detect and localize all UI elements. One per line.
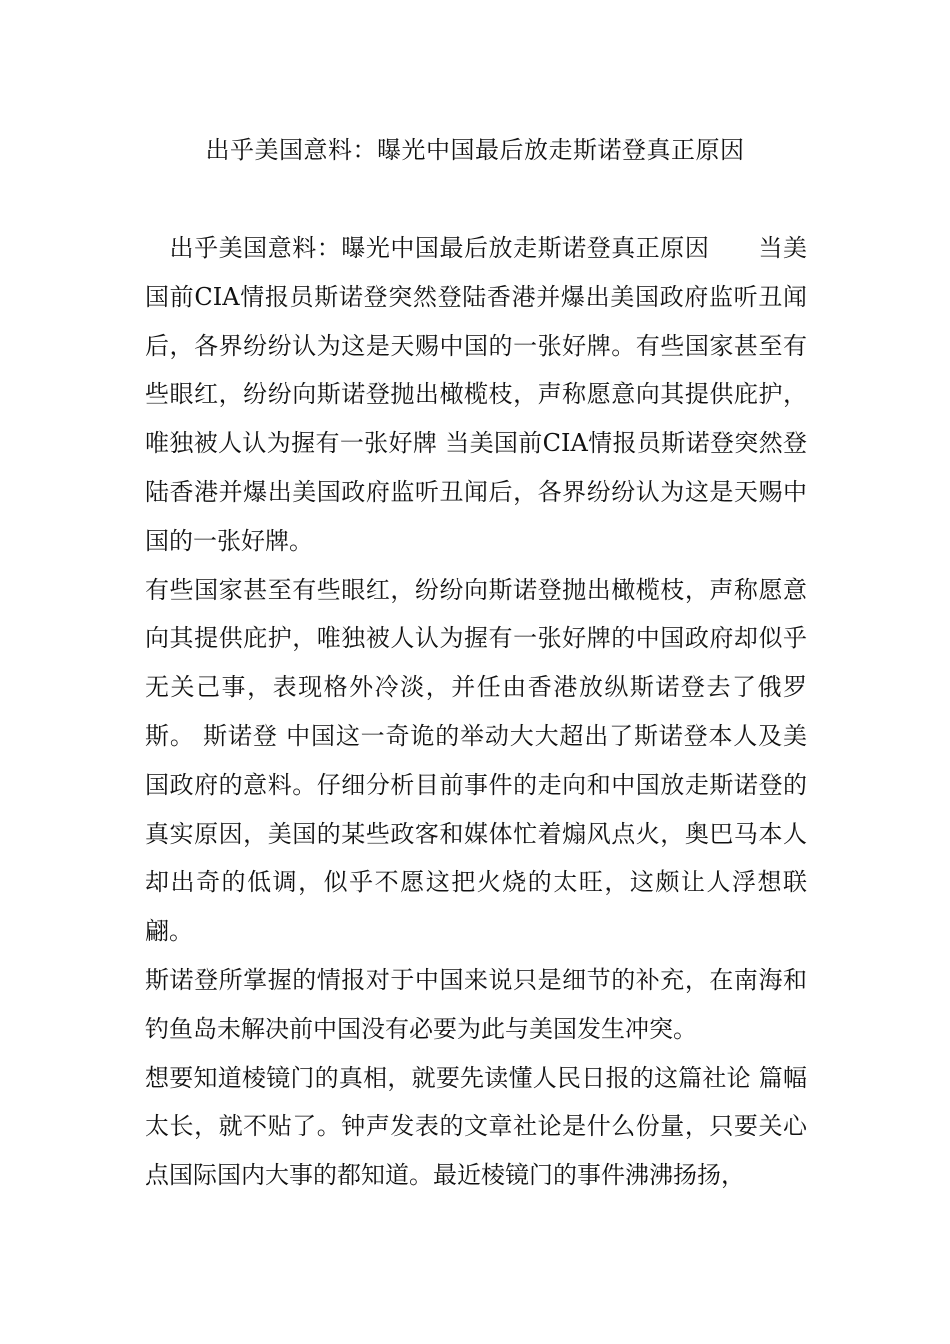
paragraph-2: 有些国家甚至有些眼红，纷纷向斯诺登抛出橄榄枝，声称愿意向其提供庇护，唯独被人认为握有一张好牌的中国政府却似乎无关己事，表现格外冷淡，并任由香港放纵斯诺登去了俄罗斯。 斯诺登 中国这一奇诡的举动大大超出了斯诺登本人及美国政府的意料。仔细分析目前事件的走向和中国放走斯诺登的真实原因，美国的某些政客和媒体忙着煽风点火，奥巴马本人却出奇的低调，似乎不愿这把火烧的太旺，这颇让人浮想联翩。 xyxy=(145,575,807,946)
paragraph-1 xyxy=(145,224,807,566)
paragraph-1-text: 出乎美国意料：曝光中国最后放走斯诺登真正原因 当美国前CIA情报员斯诺登突然登陆香港并爆出美国政府监听丑闻后，各界纷纷认为这是天赐中国的一张好牌。有些国家甚至有些眼红，纷纷向斯诺登抛出橄榄枝，声称愿意向其提供庇护，唯独被人认为握有一张好牌 当美国前CIA情报员斯诺登突然登陆香港并爆出美国政府监听丑闻后，各界纷纷认为这是天赐中国的一张好牌。 xyxy=(145,234,807,555)
document-body xyxy=(145,224,807,1200)
paragraph-3: 斯诺登所掌握的情报对于中国来说只是细节的补充，在南海和钓鱼岛未解决前中国没有必要为此与美国发生冲突。 xyxy=(145,965,807,1043)
paragraph-4: 想要知道棱镜门的真相，就要先读懂人民日报的这篇社论 篇幅太长，就不贴了。钟声发表的文章社论是什么份量，只要关心点国际国内大事的都知道。最近棱镜门的事件沸沸扬扬， xyxy=(145,1063,807,1190)
document-title: 出乎美国意料：曝光中国最后放走斯诺登真正原因 xyxy=(205,136,745,164)
